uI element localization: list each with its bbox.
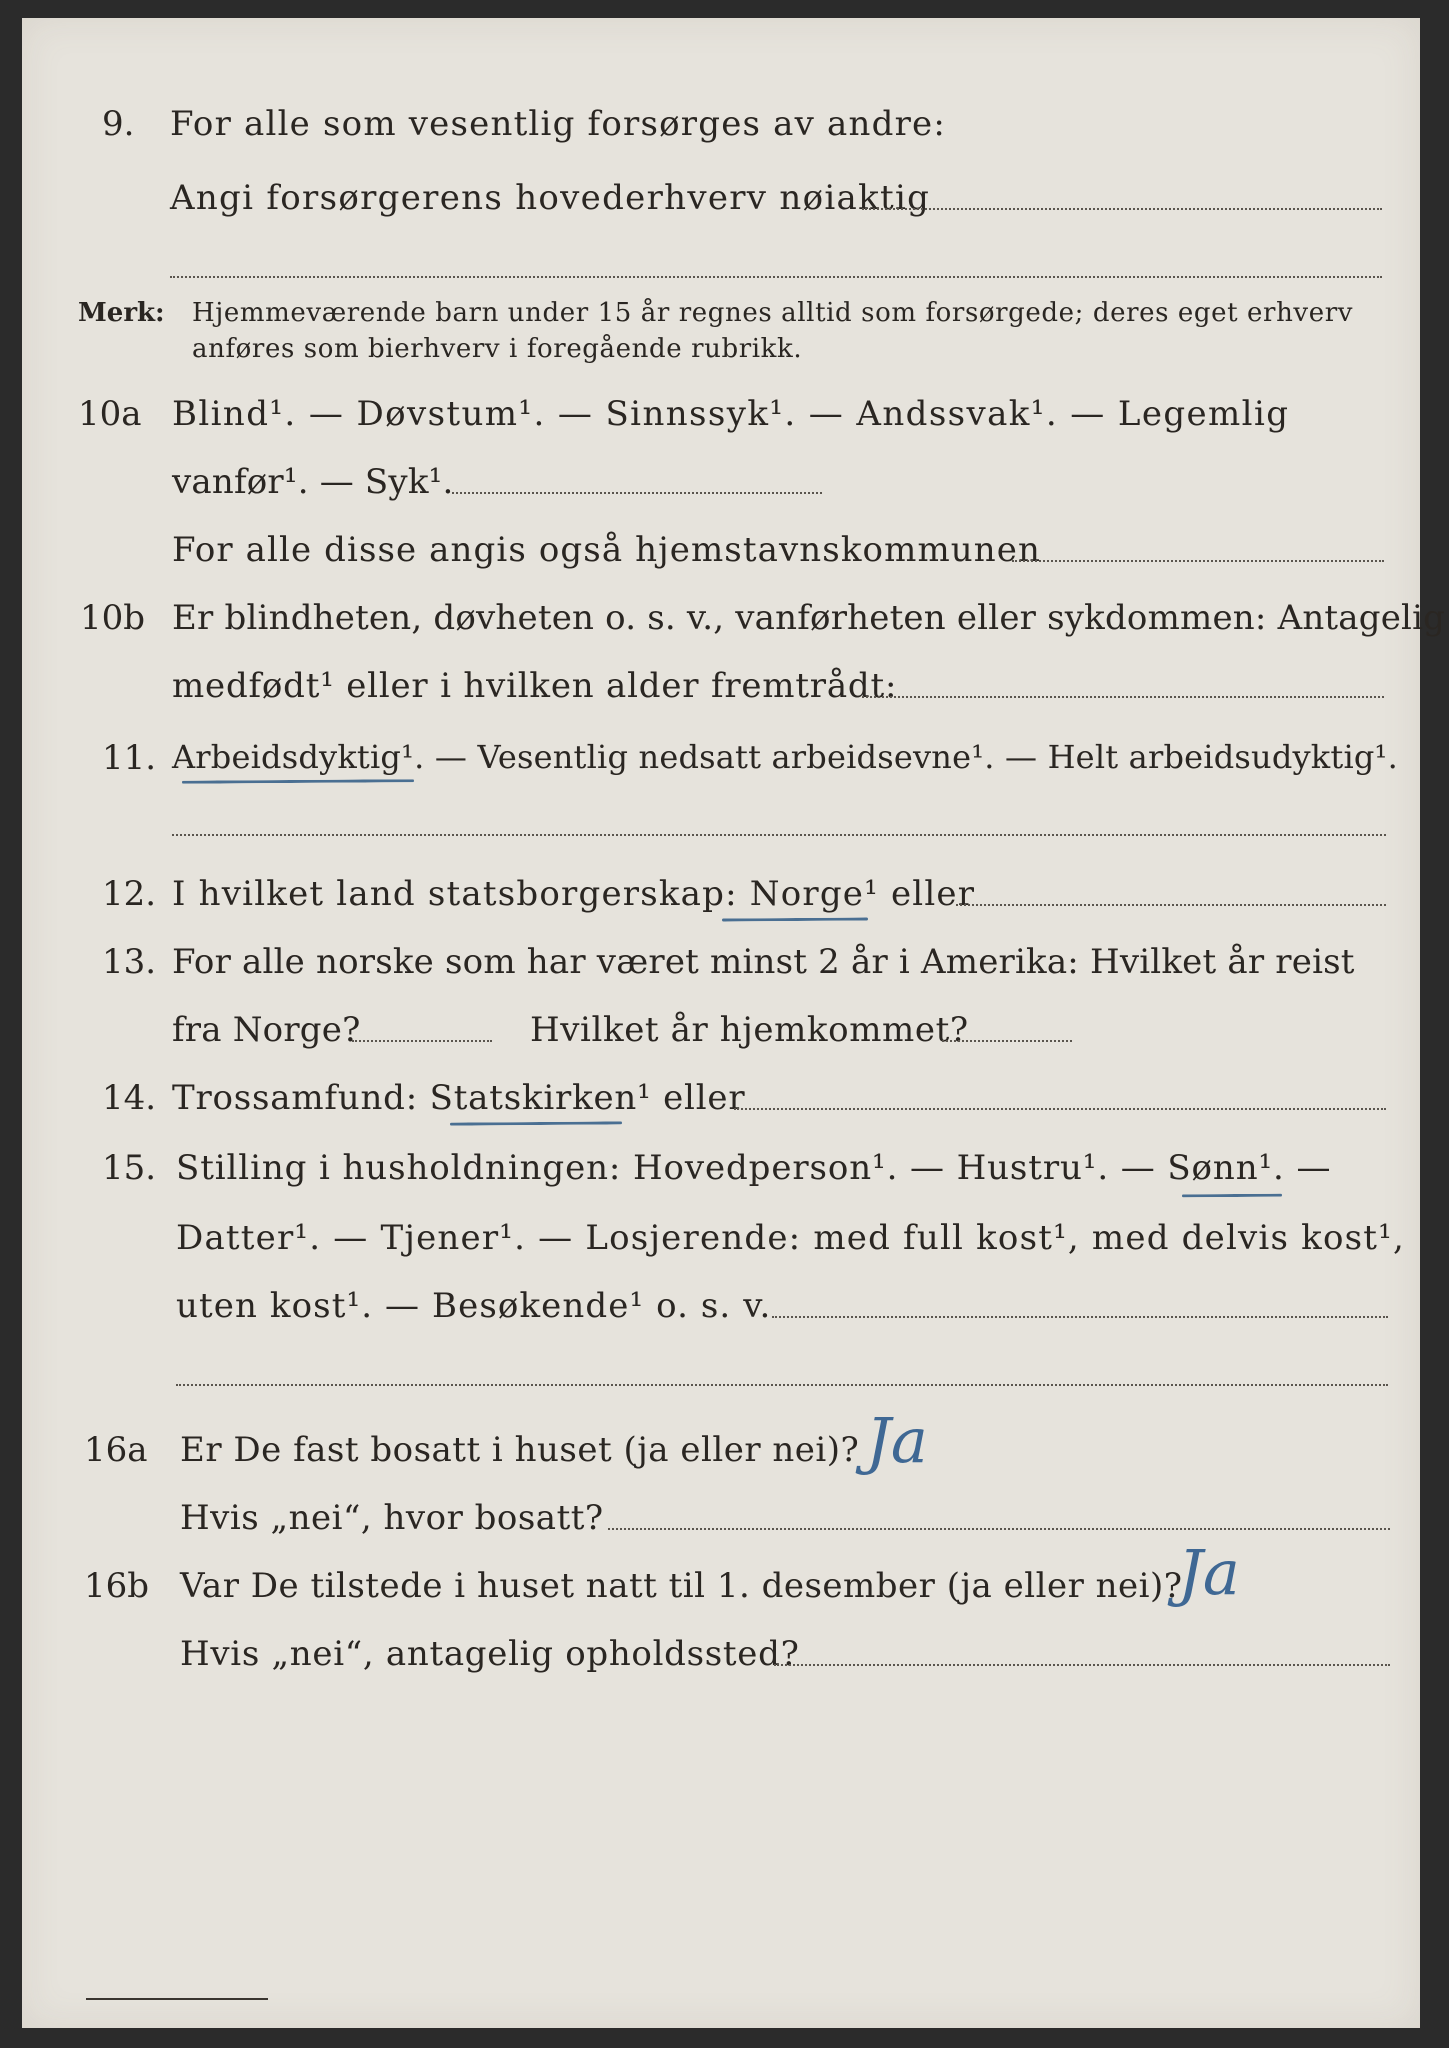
merk-label: Merk: (78, 298, 165, 328)
footnote-rule (86, 1998, 268, 2000)
q16a-handwritten-answer: Ja (866, 1404, 928, 1477)
q9-line1: For alle som vesentlig forsørges av andre: (170, 104, 947, 144)
q12-line1: I hvilket land statsborgerskap: Norge¹ eller (172, 874, 976, 914)
q15-answer-line-2[interactable] (176, 1384, 1388, 1386)
q14-statskirken-underline (450, 1121, 622, 1125)
q13-reist-answer-line[interactable] (352, 1040, 492, 1042)
q15-line3: uten kost¹. — Besøkende¹ o. s. v. (176, 1286, 772, 1326)
q15-line2: Datter¹. — Tjener¹. — Losjerende: med full kost¹, med delvis kost¹, (176, 1218, 1405, 1258)
q16b-line1: Var De tilstede i huset natt til 1. desember (ja eller nei)? (180, 1566, 1183, 1606)
q10a-syk-answer-line[interactable] (452, 492, 822, 494)
q15-line1: Stilling i husholdningen: Hovedperson¹. — Hustru¹. — Sønn¹. — (176, 1148, 1332, 1188)
q10a-line1: Blind¹. — Døvstum¹. — Sinnssyk¹. — Andssvak¹. — Legemlig (172, 394, 1290, 434)
q13-hjemkommet-answer-line[interactable] (942, 1040, 1072, 1042)
q15-sonn-underline (1182, 1194, 1282, 1198)
q10a-number: 10a (78, 394, 142, 434)
q14-line1: Trossamfund: Statskirken¹ eller (172, 1078, 746, 1118)
q11-number: 11. (102, 738, 157, 778)
q16a-number: 16a (84, 1430, 148, 1470)
q10b-line1: Er blindheten, døvheten o. s. v., vanførheten eller sykdommen: Antagelig (172, 598, 1446, 638)
q13-line2a: fra Norge? (172, 1010, 361, 1050)
q13-line1: For alle norske som har været minst 2 år i Amerika: Hvilket år reist (172, 942, 1355, 982)
q9-answer-line[interactable] (862, 208, 1382, 210)
q11-answer-line[interactable] (172, 834, 1386, 836)
q16b-answer-line[interactable] (774, 1664, 1390, 1666)
q16b-number: 16b (84, 1566, 150, 1606)
q10b-answer-line[interactable] (862, 696, 1384, 698)
q15-answer-line[interactable] (772, 1316, 1388, 1318)
form-page (22, 18, 1446, 2028)
q14-answer-line[interactable] (734, 1108, 1386, 1110)
q10a-line3: For alle disse angis også hjemstavnskommunen (172, 530, 1041, 570)
q12-norge-underline (722, 917, 868, 921)
q16a-line2: Hvis „nei“, hvor bosatt? (180, 1498, 604, 1538)
q16b-handwritten-answer: Ja (1178, 1536, 1240, 1609)
q10a-line2: vanfør¹. — Syk¹. (172, 462, 454, 502)
q16a-answer-line[interactable] (608, 1528, 1390, 1530)
q10b-number: 10b (80, 598, 146, 638)
q13-number: 13. (102, 942, 157, 982)
q9-number: 9. (102, 104, 135, 144)
q11-arbeidsdyktig-underline (182, 779, 414, 784)
merk-line1: Hjemmeværende barn under 15 år regnes alltid som forsørgede; deres eget erhverv (192, 298, 1354, 328)
q16b-line2: Hvis „nei“, antagelig opholdssted? (180, 1634, 800, 1674)
q9-answer-line-2[interactable] (170, 276, 1382, 278)
q15-number: 15. (102, 1148, 157, 1188)
q13-line2b: Hvilket år hjemkommet? (530, 1010, 969, 1050)
q12-number: 12. (102, 874, 157, 914)
q11-line1: Arbeidsdyktig¹. — Vesentlig nedsatt arbeidsevne¹. — Helt arbeidsudyktig¹. (172, 738, 1398, 776)
q10b-line2: medfødt¹ eller i hvilken alder fremtrådt: (172, 666, 898, 706)
q12-answer-line[interactable] (956, 904, 1386, 906)
q14-number: 14. (102, 1078, 157, 1118)
q16a-line1: Er De fast bosatt i huset (ja eller nei)? (180, 1430, 860, 1470)
merk-line2: anføres som bierhverv i foregående rubrikk. (192, 334, 803, 364)
q10a-kommune-answer-line[interactable] (1012, 560, 1384, 562)
q9-line2: Angi forsørgerens hovederhverv nøiaktig (170, 178, 931, 218)
